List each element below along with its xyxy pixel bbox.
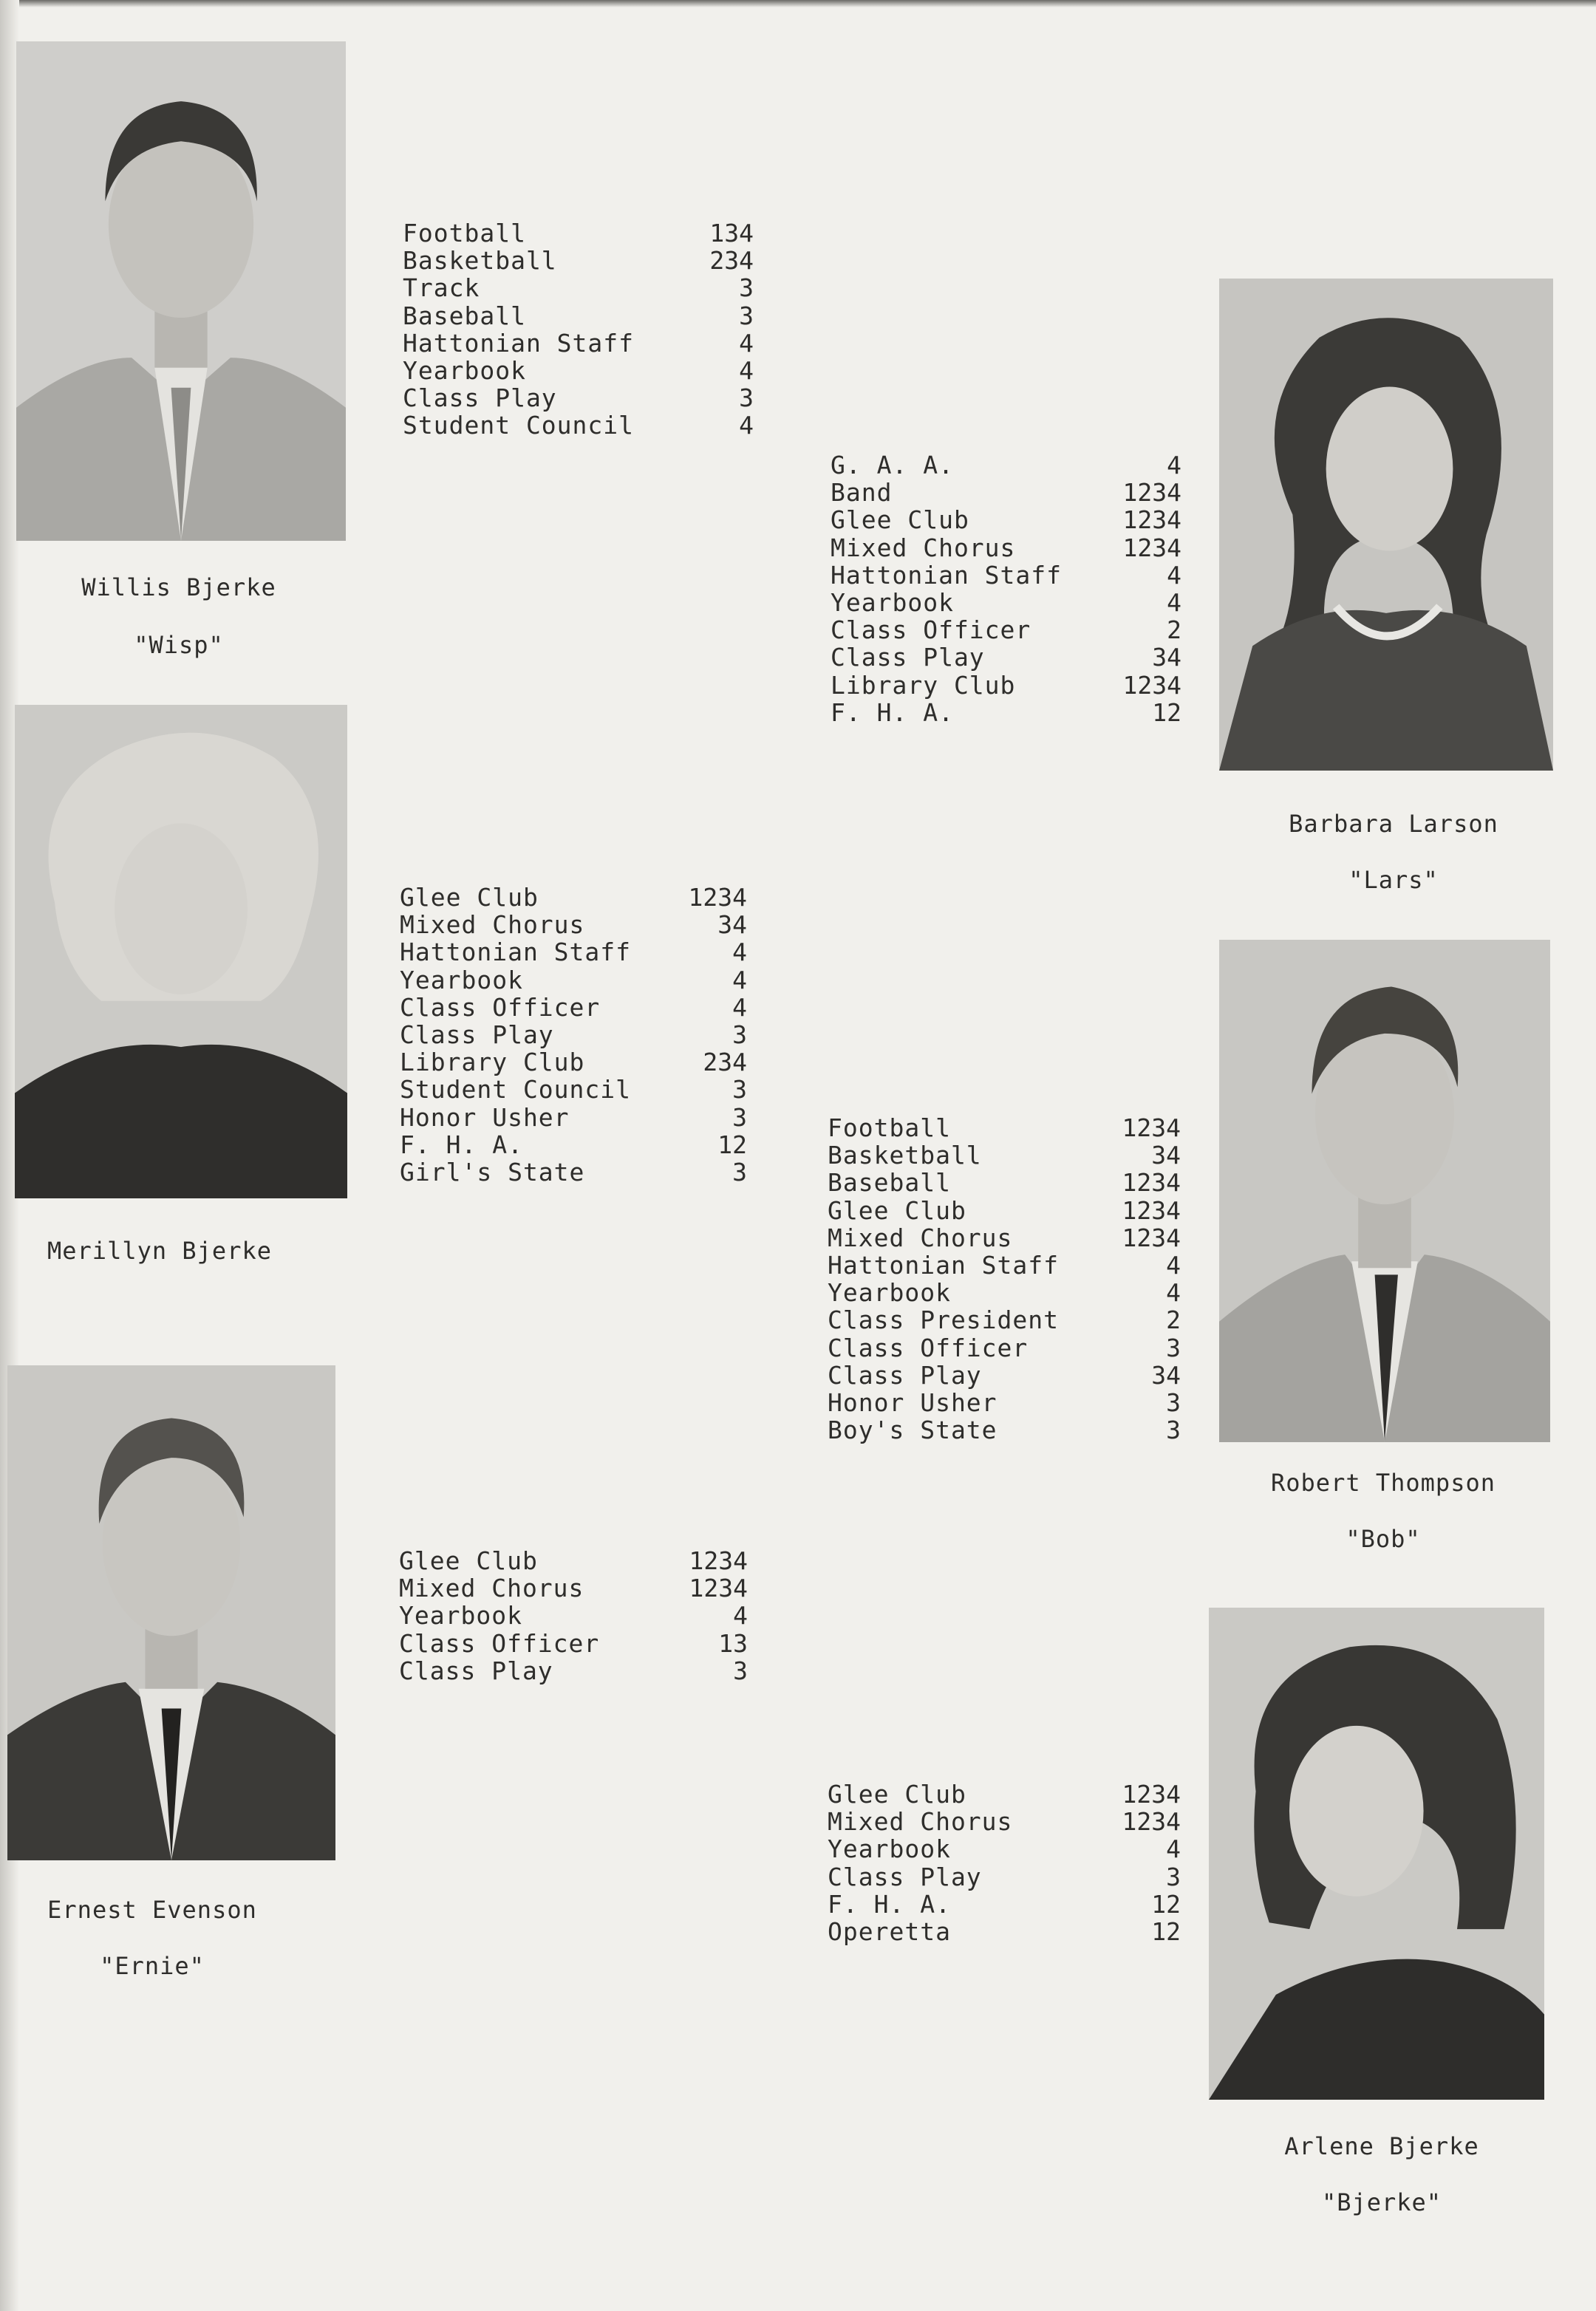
activity-row: Mixed Chorus 1234 [828, 1807, 1181, 1837]
activities-list-willis-bjerke [403, 219, 754, 440]
activities-list-arlene-bjerke [828, 1781, 1181, 1945]
activity-row: Glee Club 1234 [828, 1195, 1181, 1225]
activity-row: Hattonian Staff 4 [400, 938, 747, 967]
portrait-photo-barbara-larson [1219, 279, 1553, 771]
student-name: Robert Thompson [1271, 1469, 1496, 1497]
activity-row: Hattonian Staff 4 [403, 328, 754, 358]
student-nickname: "Ernie" [100, 1952, 205, 1980]
activity-row: Girl's State 3 [400, 1158, 747, 1187]
student-name: Barbara Larson [1289, 810, 1498, 838]
activity-row: Football 134 [403, 219, 754, 248]
portrait-photo-willis-bjerke [16, 41, 346, 541]
page-top-edge [0, 0, 1596, 7]
activity-row: Class Play 3 [400, 1020, 747, 1050]
activity-row: Class Play 34 [828, 1360, 1181, 1390]
activity-row: Football 1234 [828, 1113, 1181, 1142]
activity-row: Class Play 3 [403, 383, 754, 413]
activity-row: Class Officer 4 [400, 992, 747, 1022]
activity-row: Yearbook 4 [828, 1278, 1181, 1308]
activity-row: Band 1234 [831, 478, 1181, 508]
activity-row: Class Play 34 [831, 643, 1181, 672]
activity-row: Class Play 3 [399, 1656, 748, 1685]
portrait-photo-arlene-bjerke [1209, 1608, 1544, 2100]
activity-row: Class President 2 [828, 1305, 1181, 1335]
portrait-photo-merillyn-bjerke [15, 705, 347, 1198]
portrait-photo-robert-thompson [1219, 940, 1550, 1442]
activity-row: Baseball 3 [403, 301, 754, 330]
activity-row: F. H. A. 12 [828, 1889, 1181, 1919]
activity-row: Yearbook 4 [831, 588, 1181, 618]
activity-row: Boy's State 3 [828, 1416, 1181, 1445]
activity-row: Glee Club 1234 [828, 1780, 1181, 1809]
activities-list-barbara-larson [831, 451, 1181, 726]
student-nickname: "Bob" [1346, 1525, 1421, 1553]
student-name: Merillyn Bjerke [47, 1237, 272, 1265]
activity-row: Class Officer 2 [831, 615, 1181, 645]
activity-row: Yearbook 4 [403, 356, 754, 386]
activity-row: Student Council 4 [403, 411, 754, 440]
activity-row: Hattonian Staff 4 [831, 560, 1181, 590]
activity-row: Library Club 1234 [831, 670, 1181, 700]
activity-row: Class Officer 3 [828, 1333, 1181, 1362]
activities-list-merillyn-bjerke [400, 884, 747, 1186]
student-nickname: "Lars" [1348, 866, 1439, 894]
activity-row: Student Council 3 [400, 1075, 747, 1105]
activities-list-ernest-evenson [399, 1547, 748, 1684]
activity-row: G. A. A. 4 [831, 451, 1181, 479]
student-name: Ernest Evenson [47, 1896, 257, 1924]
activity-row: Mixed Chorus 34 [400, 910, 747, 940]
activity-row: Baseball 1234 [828, 1168, 1181, 1198]
student-name: Willis Bjerke [81, 573, 276, 601]
activity-row: Glee Club 1234 [399, 1546, 748, 1575]
portrait-photo-ernest-evenson [7, 1365, 335, 1860]
activity-row: Basketball 34 [828, 1141, 1181, 1170]
activity-row: Mixed Chorus 1234 [399, 1574, 748, 1603]
activity-row: Hattonian Staff 4 [828, 1251, 1181, 1280]
activity-row: Class Play 3 [828, 1862, 1181, 1891]
activity-row: Mixed Chorus 1234 [831, 533, 1181, 562]
activities-list-robert-thompson [828, 1114, 1181, 1444]
activity-row: Operetta 12 [828, 1917, 1181, 1947]
activity-row: Class Officer 13 [399, 1628, 748, 1658]
activity-row: Yearbook 4 [400, 965, 747, 994]
activity-row: Glee Club 1234 [400, 883, 747, 912]
activity-row: Yearbook 4 [399, 1601, 748, 1631]
activity-row: Honor Usher 3 [828, 1388, 1181, 1418]
activity-row: Honor Usher 3 [400, 1102, 747, 1132]
activity-row: Basketball 234 [403, 246, 754, 276]
activity-row: Glee Club 1234 [831, 505, 1181, 535]
activity-row: F. H. A. 12 [831, 697, 1181, 727]
activity-row: Track 3 [403, 273, 754, 303]
student-nickname: "Bjerke" [1321, 2188, 1442, 2216]
activity-row: Yearbook 4 [828, 1834, 1181, 1864]
activity-row: Library Club 234 [400, 1048, 747, 1077]
student-name: Arlene Bjerke [1284, 2132, 1479, 2160]
student-nickname: "Wisp" [134, 631, 224, 659]
activity-row: Mixed Chorus 1234 [828, 1223, 1181, 1252]
activity-row: F. H. A. 12 [400, 1130, 747, 1159]
